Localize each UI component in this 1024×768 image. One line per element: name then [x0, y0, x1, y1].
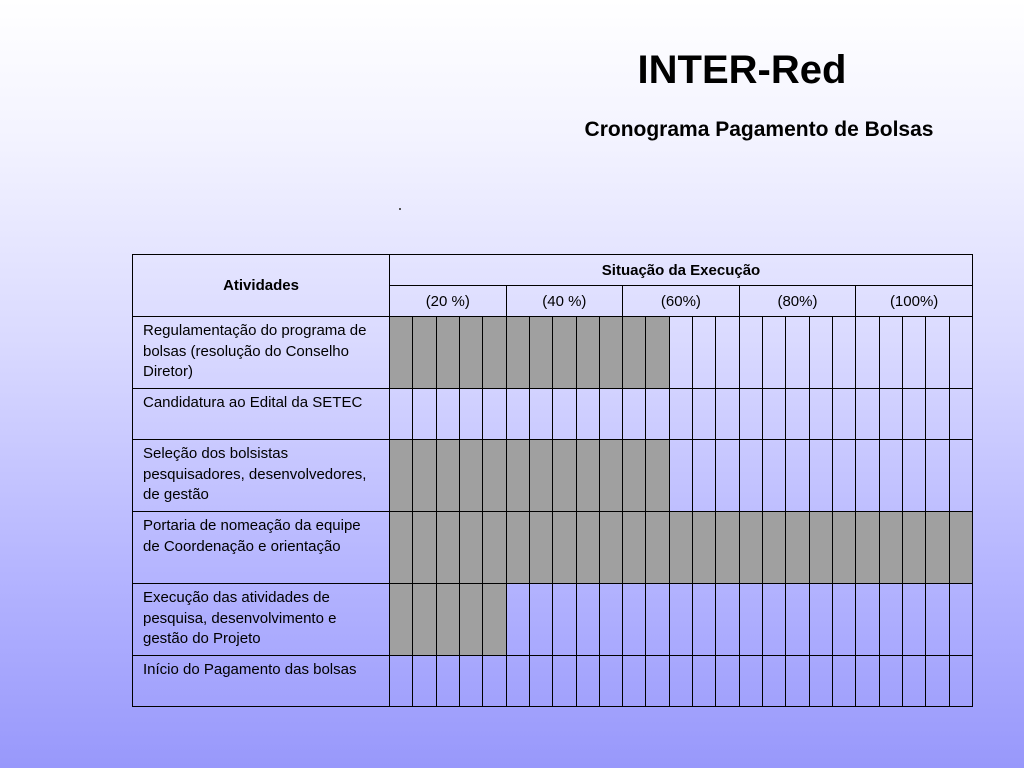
- progress-cell-filled: [529, 512, 552, 584]
- progress-cell-empty: [693, 584, 716, 656]
- progress-cell-filled: [763, 512, 786, 584]
- activity-label: Execução das atividades de pesquisa, desenvolvimento e gestão do Projeto: [133, 584, 390, 656]
- progress-cell-empty: [832, 584, 855, 656]
- progress-cell-filled: [623, 440, 646, 512]
- progress-cell-filled: [646, 317, 669, 389]
- progress-cell-empty: [529, 584, 552, 656]
- progress-cell-empty: [483, 389, 506, 440]
- progress-cell-empty: [693, 317, 716, 389]
- progress-cell-empty: [856, 656, 879, 707]
- progress-cell-filled: [669, 512, 692, 584]
- progress-cell-empty: [716, 656, 739, 707]
- progress-cell-empty: [856, 440, 879, 512]
- progress-cell-filled: [623, 512, 646, 584]
- progress-cell-filled: [832, 512, 855, 584]
- progress-cell-filled: [786, 512, 809, 584]
- progress-cell-empty: [809, 656, 832, 707]
- progress-cell-empty: [506, 389, 529, 440]
- progress-cell-filled: [529, 440, 552, 512]
- activity-label: Seleção dos bolsistas pesquisadores, desenvolvedores, de gestão: [133, 440, 390, 512]
- progress-cell-empty: [763, 440, 786, 512]
- progress-cell-empty: [459, 389, 482, 440]
- progress-cell-empty: [529, 656, 552, 707]
- percent-header-40: (40 %): [506, 286, 623, 317]
- slide-subtitle-text: Cronograma Pagamento de Bolsas: [584, 118, 934, 141]
- progress-cell-empty: [786, 317, 809, 389]
- progress-cell-empty: [669, 440, 692, 512]
- progress-cell-filled: [599, 512, 622, 584]
- progress-cell-empty: [926, 584, 949, 656]
- progress-cell-empty: [716, 440, 739, 512]
- progress-cell-empty: [763, 389, 786, 440]
- progress-cell-filled: [483, 317, 506, 389]
- progress-cell-empty: [623, 389, 646, 440]
- progress-cell-filled: [553, 317, 576, 389]
- progress-cell-empty: [763, 317, 786, 389]
- progress-cell-filled: [506, 317, 529, 389]
- progress-cell-empty: [599, 656, 622, 707]
- progress-cell-empty: [413, 656, 436, 707]
- progress-cell-filled: [553, 440, 576, 512]
- stray-dot: [399, 208, 401, 210]
- progress-cell-empty: [809, 440, 832, 512]
- progress-cell-filled: [413, 317, 436, 389]
- progress-cell-empty: [879, 584, 902, 656]
- progress-cell-empty: [506, 656, 529, 707]
- progress-cell-filled: [809, 512, 832, 584]
- activity-label: Portaria de nomeação da equipe de Coordenação e orientação: [133, 512, 390, 584]
- activity-label: Candidatura ao Edital da SETEC: [133, 389, 390, 440]
- progress-cell-filled: [646, 512, 669, 584]
- progress-cell-empty: [553, 584, 576, 656]
- progress-cell-empty: [390, 656, 413, 707]
- progress-cell-filled: [553, 512, 576, 584]
- progress-cell-empty: [949, 656, 973, 707]
- progress-cell-empty: [949, 317, 973, 389]
- schedule-body: [133, 317, 973, 707]
- progress-cell-empty: [693, 440, 716, 512]
- progress-cell-empty: [902, 656, 925, 707]
- progress-cell-empty: [693, 389, 716, 440]
- progress-cell-filled: [390, 512, 413, 584]
- progress-cell-empty: [739, 317, 762, 389]
- progress-cell-empty: [786, 440, 809, 512]
- progress-cell-filled: [902, 512, 925, 584]
- progress-cell-filled: [926, 512, 949, 584]
- progress-cell-empty: [832, 389, 855, 440]
- progress-cell-filled: [483, 512, 506, 584]
- slide-title: INTER-Red: [637, 48, 847, 92]
- progress-cell-empty: [390, 389, 413, 440]
- progress-cell-filled: [506, 440, 529, 512]
- progress-cell-filled: [576, 512, 599, 584]
- progress-cell-filled: [483, 584, 506, 656]
- progress-cell-empty: [623, 656, 646, 707]
- progress-cell-empty: [949, 584, 973, 656]
- activity-label: Regulamentação do programa de bolsas (resolução do Conselho Diretor): [133, 317, 390, 389]
- progress-cell-empty: [716, 389, 739, 440]
- progress-cell-empty: [832, 656, 855, 707]
- progress-cell-filled: [576, 440, 599, 512]
- progress-cell-empty: [599, 584, 622, 656]
- progress-cell-filled: [390, 440, 413, 512]
- progress-cell-filled: [949, 512, 973, 584]
- progress-cell-empty: [902, 584, 925, 656]
- progress-cell-empty: [739, 440, 762, 512]
- progress-cell-empty: [529, 389, 552, 440]
- header-row-top: [133, 255, 973, 286]
- progress-cell-filled: [529, 317, 552, 389]
- percent-header-100: (100%): [856, 286, 973, 317]
- progress-cell-filled: [413, 440, 436, 512]
- progress-cell-empty: [646, 389, 669, 440]
- progress-cell-empty: [623, 584, 646, 656]
- progress-cell-empty: [669, 317, 692, 389]
- progress-cell-empty: [856, 389, 879, 440]
- progress-cell-empty: [646, 584, 669, 656]
- progress-cell-empty: [809, 389, 832, 440]
- percent-header-80: (80%): [739, 286, 856, 317]
- table-row: [133, 584, 973, 656]
- progress-cell-filled: [436, 440, 459, 512]
- progress-cell-empty: [902, 389, 925, 440]
- progress-cell-filled: [413, 584, 436, 656]
- progress-cell-empty: [669, 584, 692, 656]
- progress-cell-filled: [576, 317, 599, 389]
- progress-cell-filled: [459, 317, 482, 389]
- progress-cell-empty: [576, 389, 599, 440]
- progress-cell-empty: [879, 440, 902, 512]
- table-row: [133, 656, 973, 707]
- progress-cell-filled: [459, 584, 482, 656]
- progress-cell-empty: [879, 389, 902, 440]
- progress-cell-filled: [413, 512, 436, 584]
- progress-cell-filled: [856, 512, 879, 584]
- progress-cell-empty: [483, 656, 506, 707]
- progress-cell-filled: [693, 512, 716, 584]
- progress-cell-filled: [390, 584, 413, 656]
- progress-cell-empty: [809, 584, 832, 656]
- progress-cell-empty: [926, 317, 949, 389]
- progress-cell-filled: [459, 440, 482, 512]
- slide-subtitle: [0, 117, 1024, 143]
- progress-cell-empty: [926, 440, 949, 512]
- progress-cell-filled: [623, 317, 646, 389]
- progress-cell-empty: [856, 317, 879, 389]
- progress-cell-empty: [856, 584, 879, 656]
- progress-cell-filled: [506, 512, 529, 584]
- progress-cell-empty: [669, 656, 692, 707]
- progress-cell-empty: [879, 656, 902, 707]
- progress-cell-filled: [879, 512, 902, 584]
- progress-cell-empty: [809, 317, 832, 389]
- progress-cell-empty: [926, 389, 949, 440]
- progress-cell-filled: [646, 440, 669, 512]
- status-header: Situação da Execução: [390, 255, 973, 286]
- progress-cell-empty: [576, 584, 599, 656]
- progress-cell-empty: [669, 389, 692, 440]
- progress-cell-empty: [506, 584, 529, 656]
- progress-cell-filled: [390, 317, 413, 389]
- progress-cell-empty: [716, 317, 739, 389]
- table-row: [133, 512, 973, 584]
- table-row: [133, 440, 973, 512]
- progress-cell-empty: [646, 656, 669, 707]
- progress-cell-empty: [553, 656, 576, 707]
- percent-header-60: (60%): [623, 286, 740, 317]
- progress-cell-filled: [436, 512, 459, 584]
- progress-cell-empty: [786, 656, 809, 707]
- progress-cell-empty: [739, 389, 762, 440]
- progress-cell-filled: [739, 512, 762, 584]
- progress-cell-empty: [832, 317, 855, 389]
- progress-cell-empty: [576, 656, 599, 707]
- progress-cell-filled: [483, 440, 506, 512]
- progress-cell-empty: [763, 656, 786, 707]
- progress-cell-empty: [926, 656, 949, 707]
- progress-cell-filled: [716, 512, 739, 584]
- progress-cell-empty: [786, 389, 809, 440]
- progress-cell-empty: [902, 440, 925, 512]
- progress-cell-empty: [553, 389, 576, 440]
- activity-label: Início do Pagamento das bolsas: [133, 656, 390, 707]
- progress-cell-empty: [902, 317, 925, 389]
- progress-cell-empty: [832, 440, 855, 512]
- progress-cell-filled: [599, 440, 622, 512]
- progress-cell-empty: [879, 317, 902, 389]
- progress-cell-empty: [599, 389, 622, 440]
- table-row: [133, 389, 973, 440]
- percent-header-20: (20 %): [390, 286, 507, 317]
- progress-cell-empty: [716, 584, 739, 656]
- table-row: [133, 317, 973, 389]
- progress-cell-filled: [436, 584, 459, 656]
- schedule-table: [132, 254, 973, 707]
- progress-cell-filled: [459, 512, 482, 584]
- progress-cell-empty: [739, 656, 762, 707]
- progress-cell-empty: [413, 389, 436, 440]
- progress-cell-empty: [436, 389, 459, 440]
- activities-header: Atividades: [133, 255, 390, 317]
- progress-cell-empty: [739, 584, 762, 656]
- progress-cell-empty: [949, 440, 973, 512]
- progress-cell-empty: [436, 656, 459, 707]
- progress-cell-filled: [599, 317, 622, 389]
- progress-cell-empty: [693, 656, 716, 707]
- progress-cell-filled: [436, 317, 459, 389]
- progress-cell-empty: [786, 584, 809, 656]
- progress-cell-empty: [459, 656, 482, 707]
- progress-cell-empty: [949, 389, 973, 440]
- progress-cell-empty: [763, 584, 786, 656]
